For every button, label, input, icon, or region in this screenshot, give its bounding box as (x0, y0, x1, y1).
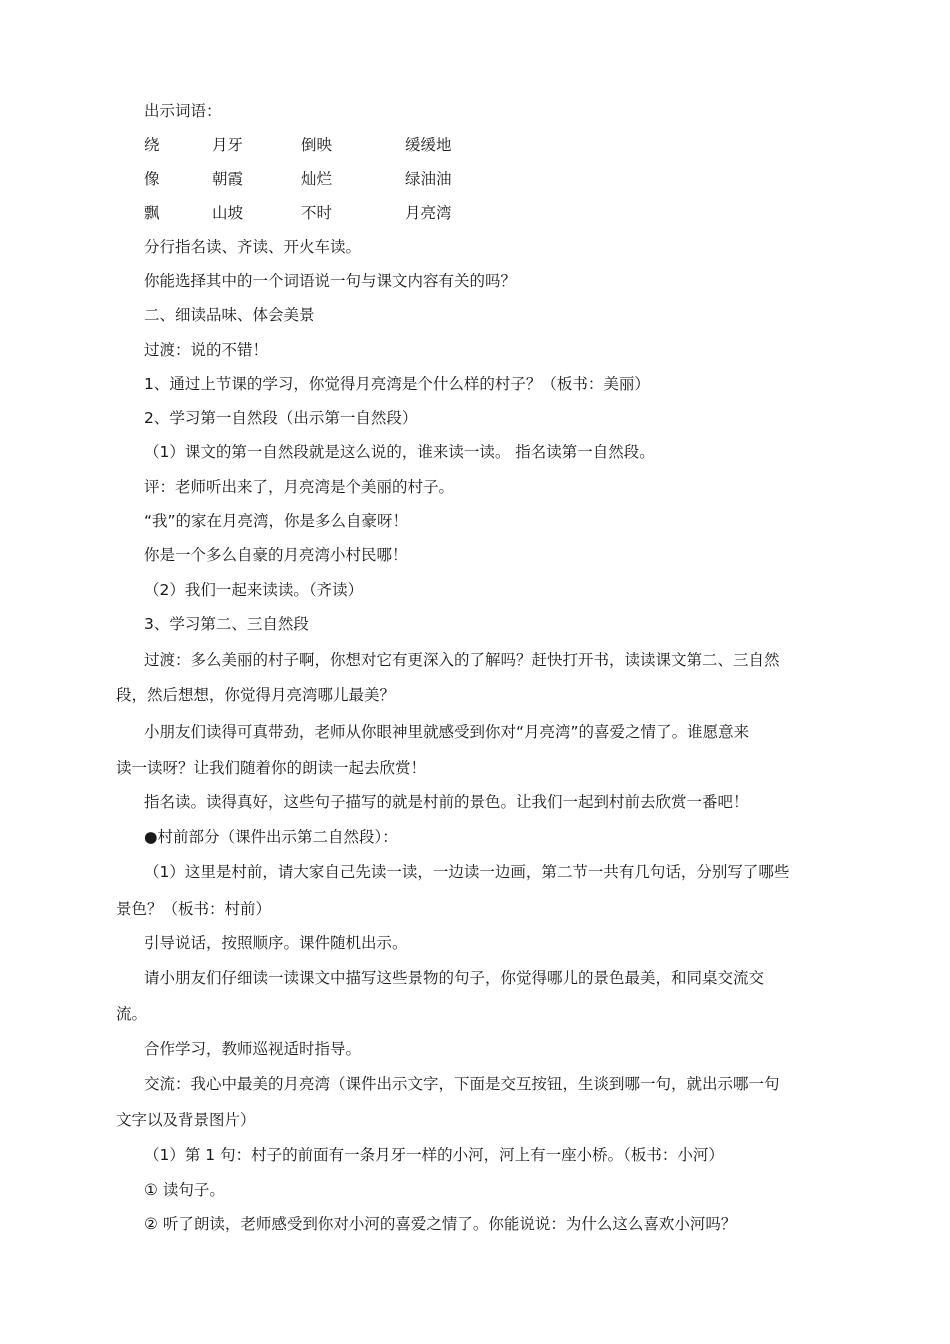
paragraph-line: 1、通过上节课的学习，你觉得月亮湾是个什么样的村子？（板书：美丽） (144, 375, 650, 393)
paragraph-line: 段，然后想想，你觉得月亮湾哪儿最美？ (116, 686, 396, 704)
paragraph-line: 流。 (116, 1005, 148, 1023)
paragraph-line: 你能选择其中的一个词语说一句与课文内容有关的吗？ (144, 272, 517, 290)
word: 绿油油 (405, 170, 452, 188)
paragraph-line: 景色？（板书：村前） (116, 900, 272, 918)
paragraph-line: ② 听了朗读，老师感受到你对小河的喜爱之情了。你能说说：为什么这么喜欢小河吗？ (144, 1215, 737, 1233)
paragraph-line: （1）这里是村前，请大家自己先读一读，一边读一边画，第二节一共有几句话，分别写了哪些 (144, 863, 790, 881)
words-heading: 出示词语： (144, 102, 222, 120)
paragraph-line: 合作学习，教师巡视适时指导。 (144, 1040, 362, 1058)
paragraph-line: 你是一个多么自豪的月亮湾小村民哪！ (144, 546, 408, 564)
word-row (144, 169, 844, 189)
paragraph-line: （1）第 1 句：村子的前面有一条月牙一样的小河，河上有一座小桥。（板书：小河） (144, 1146, 724, 1164)
word: 像 (144, 170, 160, 188)
word: 月亮湾 (405, 204, 452, 222)
paragraph-line: 评：老师听出来了，月亮湾是个美丽的村子。 (144, 478, 455, 496)
paragraph-line: ① 读句子。 (144, 1181, 225, 1199)
word: 灿烂 (301, 170, 333, 188)
paragraph-line: 2、学习第一自然段（出示第一自然段） (144, 409, 418, 427)
paragraph-line: 过渡：说的不错！ (144, 341, 269, 359)
word: 倒映 (301, 136, 333, 154)
section-heading: 二、细读品味、体会美景 (144, 306, 315, 324)
paragraph-line: 文字以及背景图片） (116, 1111, 256, 1129)
word: 不时 (301, 204, 333, 222)
paragraph-line: （1）课文的第一自然段就是这么说的，谁来读一读。 指名读第一自然段。 (144, 443, 655, 461)
word: 月牙 (212, 136, 244, 154)
word: 缓缓地 (405, 136, 452, 154)
paragraph-line: “我”的家在月亮湾，你是多么自豪呀！ (144, 512, 409, 530)
paragraph-line: 引导说话，按照顺序。课件随机出示。 (144, 934, 408, 952)
word: 朝霞 (212, 170, 244, 188)
paragraph-line: 交流：我心中最美的月亮湾（课件出示文字，下面是交互按钮，生谈到哪一句，就出示哪一句 (144, 1075, 780, 1093)
word: 飘 (144, 204, 160, 222)
word-row (144, 135, 844, 155)
paragraph-line: 3、学习第二、三自然段 (144, 615, 309, 633)
paragraph-line: 请小朋友们仔细读一读课文中描写这些景物的句子，你觉得哪儿的景色最美，和同桌交流交 (144, 969, 765, 987)
paragraph-line: 小朋友们读得可真带劲，老师从你眼神里就感受到你对“月亮湾”的喜爱之情了。谁愿意来 (144, 723, 750, 741)
word-row (144, 203, 844, 223)
paragraph-line: ●村前部分（课件出示第二自然段）： (144, 828, 398, 846)
paragraph-line: 指名读。读得真好，这些句子描写的就是村前的景色。让我们一起到村前去欣赏一番吧！ (144, 793, 749, 811)
word: 绕 (144, 136, 160, 154)
paragraph-line: 读一读呀？让我们随着你的朗读一起去欣赏！ (116, 759, 427, 777)
paragraph-line: （2）我们一起来读读。（齐读） (144, 581, 364, 599)
word: 山坡 (212, 204, 244, 222)
paragraph-line: 过渡：多么美丽的村子啊，你想对它有更深入的了解吗？赶快打开书，读读课文第二、三自然 (144, 651, 780, 669)
paragraph-line: 分行指名读、齐读、开火车读。 (144, 238, 362, 256)
